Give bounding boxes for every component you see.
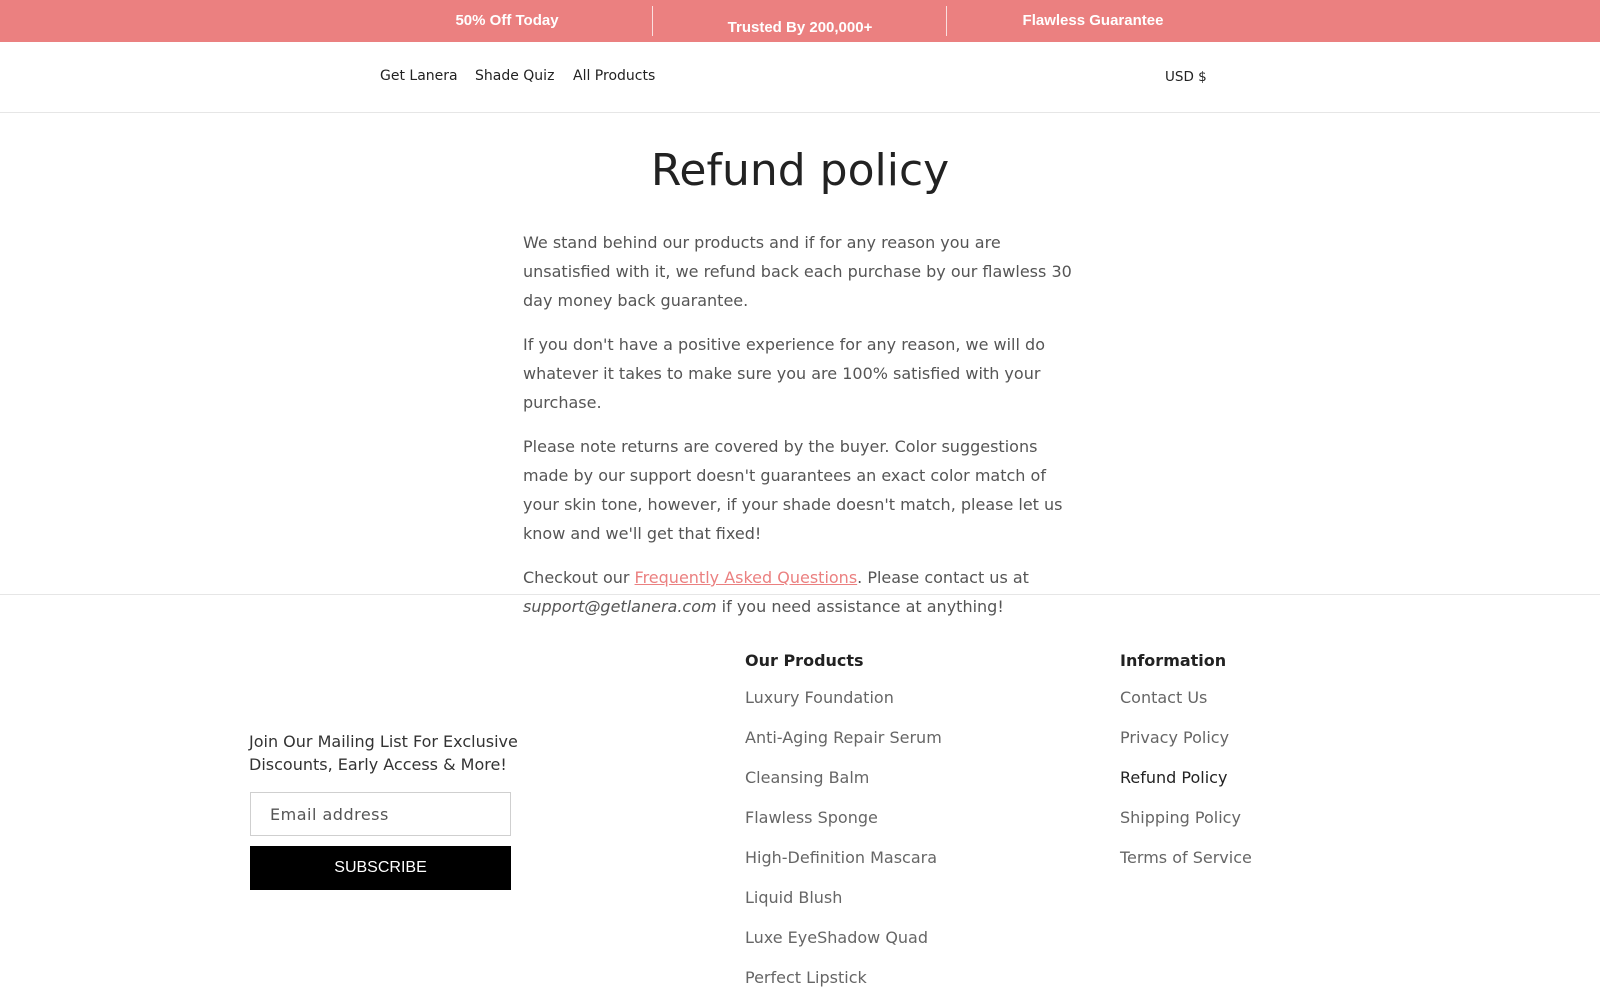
information-heading: Information [1120, 651, 1227, 670]
contact-prefix: Checkout our [523, 568, 635, 587]
support-email: support@getlanera.com [523, 597, 717, 616]
footer-divider [0, 594, 1600, 595]
footer-information-column [1120, 650, 1252, 885]
footer-products-column [745, 650, 942, 1000]
faq-link[interactable]: Frequently Asked Questions [634, 568, 858, 587]
footer-link-privacy-policy[interactable]: Privacy Policy [1120, 728, 1230, 747]
footer-link-contact-us[interactable]: Contact Us [1120, 688, 1208, 707]
currency-selector[interactable]: USD $ [1165, 69, 1207, 85]
footer-link-luxury-foundation[interactable]: Luxury Foundation [745, 688, 894, 707]
nav-link-shade-quiz[interactable]: Shade Quiz [475, 68, 555, 84]
announcement-bar [0, 0, 1600, 42]
nav-link-get-lanera[interactable]: Get Lanera [380, 68, 458, 84]
page-title: Refund policy [650, 145, 950, 196]
footer-link-liquid-blush[interactable]: Liquid Blush [745, 888, 843, 907]
announcement-divider [946, 6, 947, 36]
announcement-guarantee: Flawless Guarantee [1022, 12, 1164, 29]
policy-paragraph: We stand behind our products and if for any reason you are unsatisfied with it, we refund back each purchase by our flawless 30 day money back guarantee. [523, 233, 1072, 310]
announcement-trusted: Trusted By 200,000+ [727, 19, 873, 36]
contact-middle: . Please contact us at [857, 568, 1029, 587]
footer-link-anti-aging-repair-serum[interactable]: Anti-Aging Repair Serum [745, 728, 942, 747]
footer-link-luxe-eyeshadow-quad[interactable]: Luxe EyeShadow Quad [745, 928, 929, 947]
footer-link-shipping-policy[interactable]: Shipping Policy [1120, 808, 1241, 827]
policy-content [523, 228, 1083, 636]
footer-link-high-definition-mascara[interactable]: High-Definition Mascara [745, 848, 938, 867]
contact-suffix: if you need assistance at anything! [716, 597, 1004, 616]
footer-link-cleansing-balm[interactable]: Cleansing Balm [745, 768, 870, 787]
policy-paragraph: If you don't have a positive experience for any reason, we will do whatever it takes to make sure you are 100% satisfied with your purchase. [523, 335, 1045, 412]
contact-paragraph [523, 563, 1083, 621]
announcement-divider [652, 6, 653, 36]
footer-link-terms-of-service[interactable]: Terms of Service [1120, 848, 1252, 867]
subscribe-button[interactable]: SUBSCRIBE [250, 846, 511, 890]
nav-link-all-products[interactable]: All Products [573, 68, 656, 84]
policy-paragraph: Please note returns are covered by the buyer. Color suggestions made by our support doesn't guarantees an exact color match of your skin tone, however, if your shade doesn't match, please let us know and we'll get that fixed! [523, 437, 1063, 543]
mailing-list-text: Join Our Mailing List For Exclusive Discounts, Early Access & More! [249, 732, 518, 774]
header-nav [0, 42, 1600, 113]
email-input[interactable] [250, 792, 511, 836]
products-heading: Our Products [745, 651, 864, 670]
footer-link-flawless-sponge[interactable]: Flawless Sponge [745, 808, 878, 827]
footer-link-refund-policy[interactable]: Refund Policy [1120, 768, 1228, 787]
footer-link-perfect-lipstick[interactable]: Perfect Lipstick [745, 968, 867, 987]
announcement-discount: 50% Off Today [455, 12, 559, 29]
